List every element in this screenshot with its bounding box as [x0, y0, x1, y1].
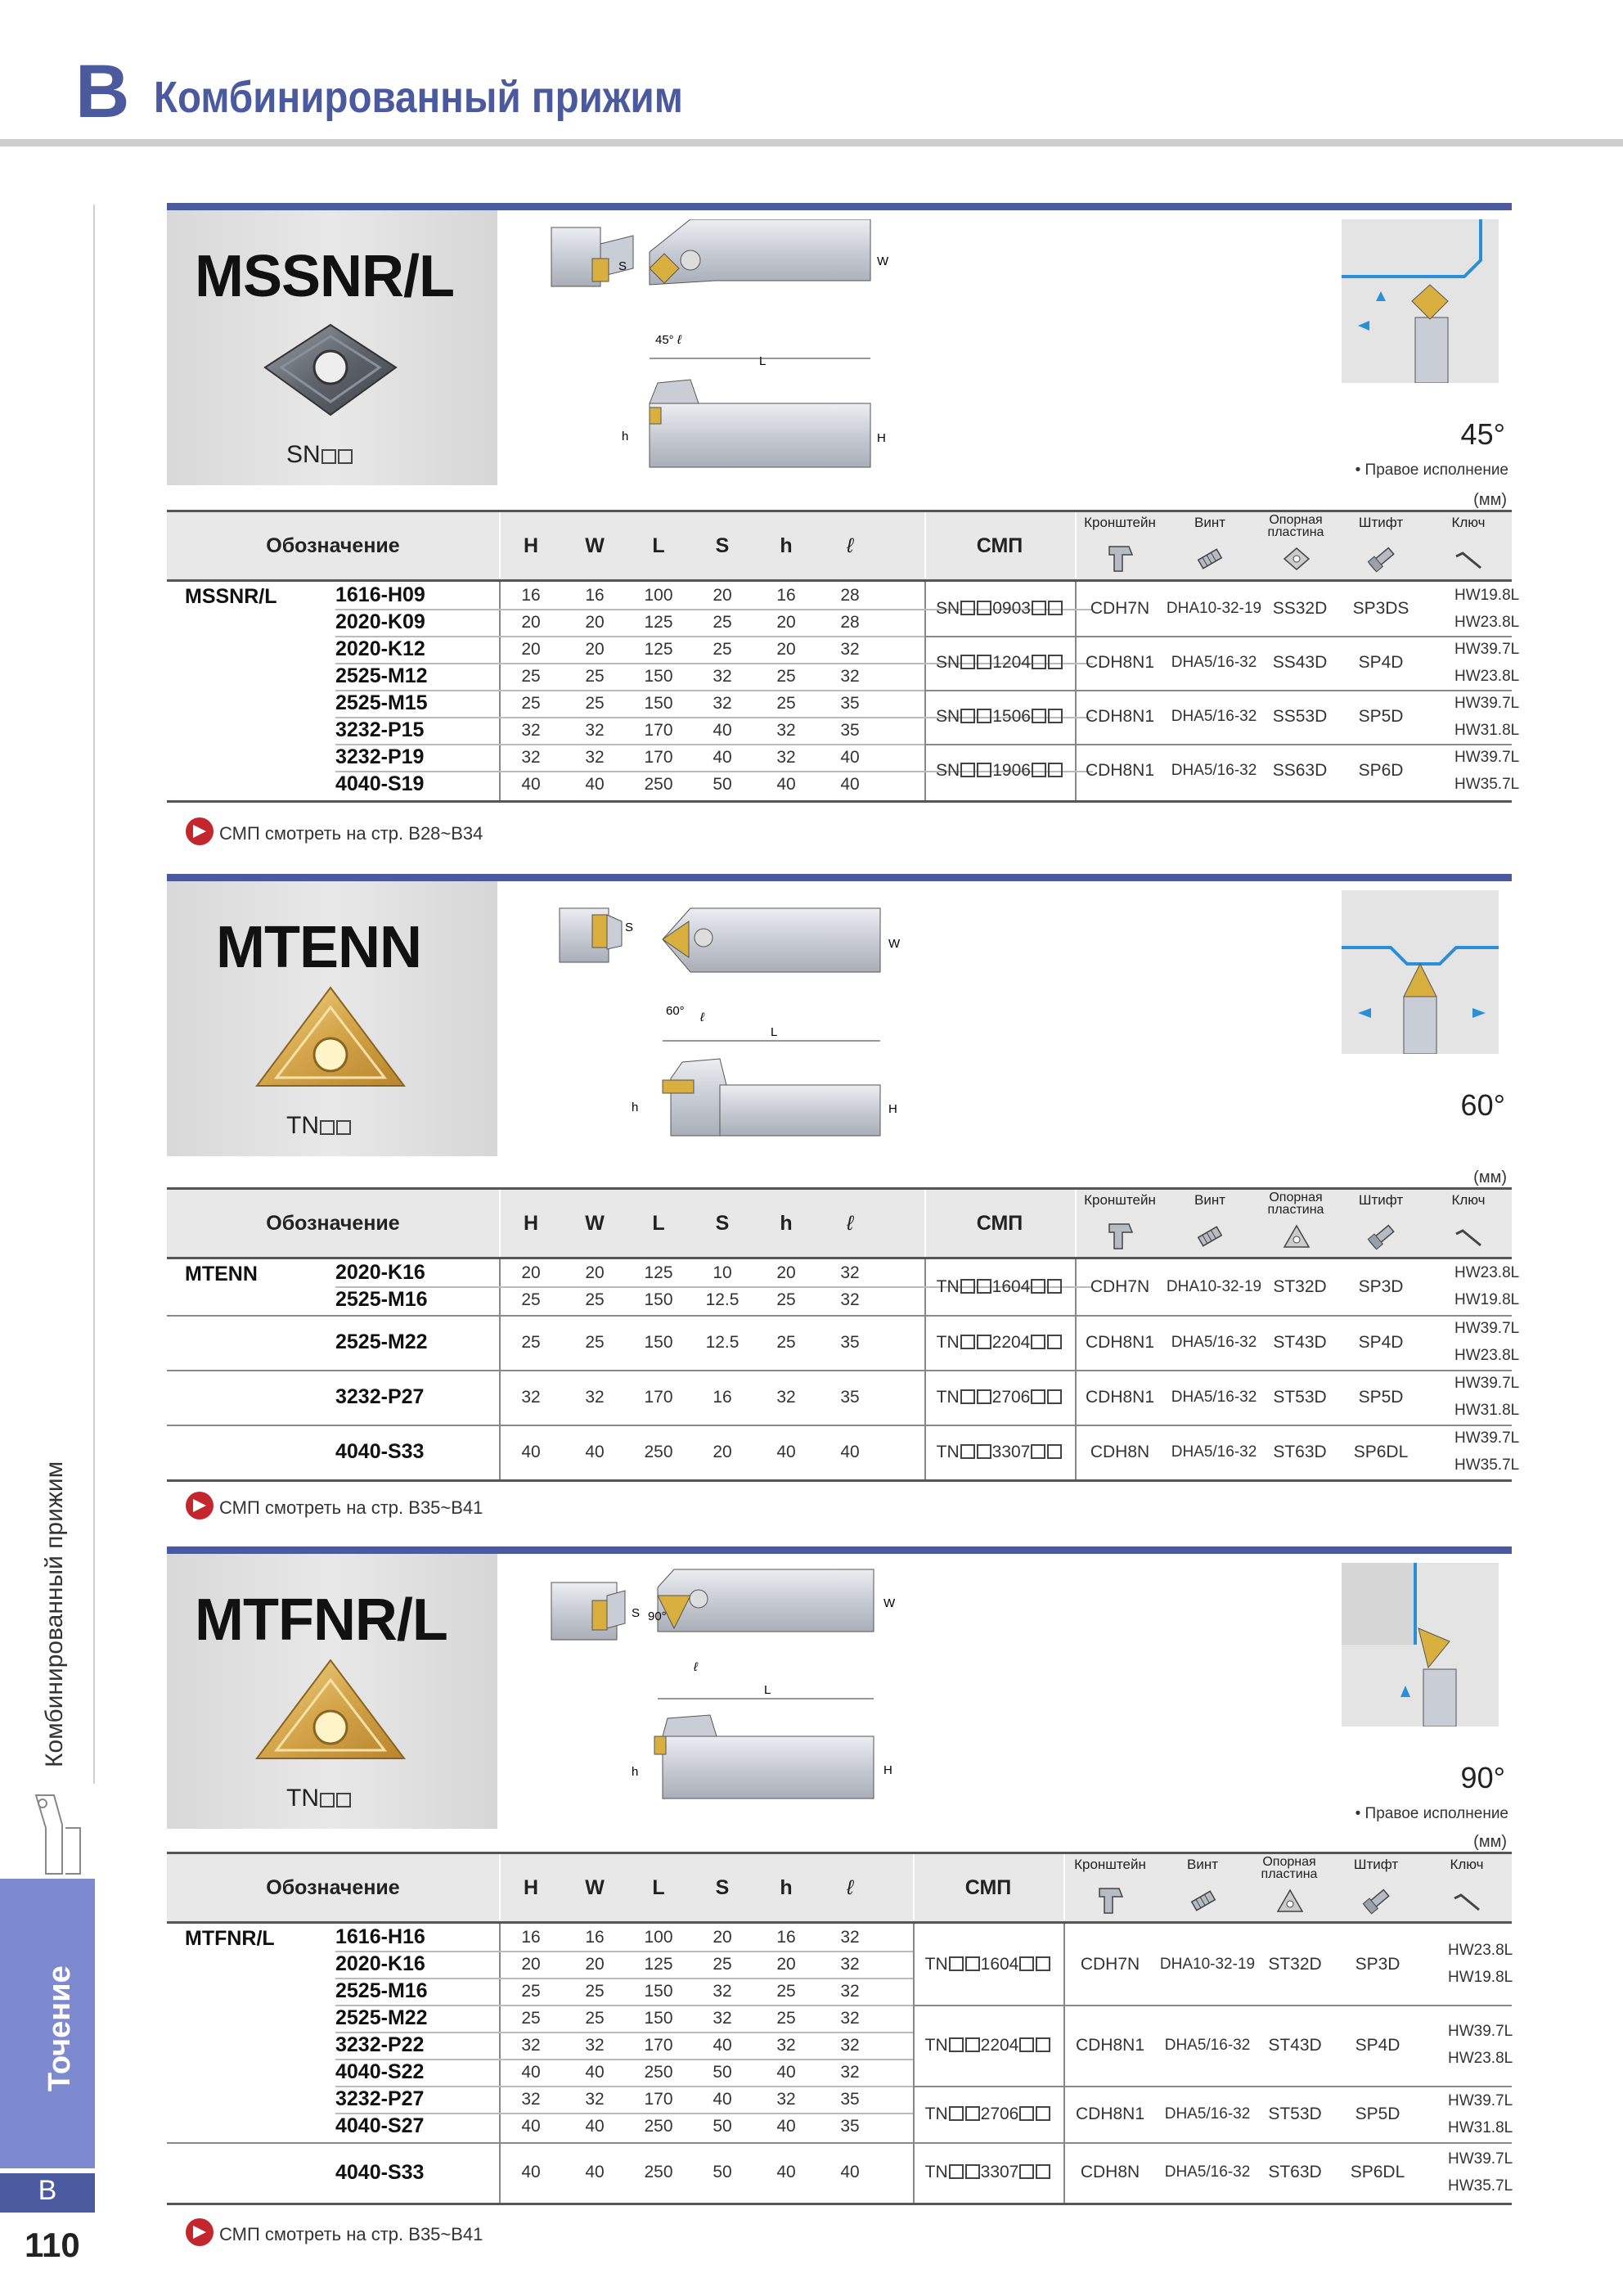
application-diagram: [1342, 890, 1499, 1054]
turning-tool-icon: [29, 1792, 83, 1877]
accessory-group: SN 1906 CDH8N1 DHA5/16-32 SS63D SP6D HW39.7L HW35.7L: [936, 749, 1520, 793]
unit-label: (мм): [1473, 1833, 1507, 1851]
col-H: H: [523, 1212, 539, 1235]
pin-icon: [1366, 1221, 1397, 1252]
section-tab-label: Точение: [43, 1965, 77, 2091]
reference-text: СМП смотреть на стр. B35~B41: [219, 1497, 483, 1518]
col-H: H: [523, 1876, 539, 1899]
reference-icon: [183, 1489, 216, 1522]
label-s: S: [632, 1606, 641, 1620]
col-pin: Штифт: [1353, 1857, 1399, 1872]
table-row: 2020-K16 20 20 125 10 20 32: [335, 1261, 860, 1284]
col-l: ℓ: [846, 1212, 854, 1235]
col-key: Ключ: [1451, 515, 1486, 530]
table-row: 4040-S33 40 40 250 50 40 40: [335, 2161, 860, 2184]
accessory-group: TN 2706 CDH8N1 DHA5/16-32 ST53D SP5D HW39.7L HW31.8L: [936, 1375, 1520, 1419]
label-60: 60°: [666, 1004, 685, 1018]
tool-drawing: [527, 219, 1247, 481]
col-shim-holder: Кронштейн: [1084, 1192, 1156, 1208]
shim-icon: [1281, 543, 1312, 574]
col-pin: Штифт: [1358, 1192, 1404, 1208]
table-row: 4040-S33 40 40 250 20 40 40: [335, 1440, 860, 1463]
reference-icon: [183, 2216, 216, 2249]
label-l: L: [771, 1025, 778, 1039]
col-shim-holder: Кронштейн: [1084, 515, 1156, 530]
clamp-icon: [1104, 543, 1135, 574]
table-row: 2525-M15 25 25 150 32 25 35: [335, 691, 860, 714]
accessory-group: TN 3307 CDH8N DHA5/16-32 ST63D SP6DL HW39.7L HW35.7L: [936, 1429, 1520, 1474]
product-title: MSSNR/L: [195, 244, 454, 309]
label-l: L: [759, 354, 767, 368]
accessory-group: SN 0903 CDH7N DHA10-32-19 SS32D SP3DS HW19.8L HW23.8L: [936, 587, 1520, 631]
col-S: S: [715, 1876, 730, 1899]
reference-icon: [183, 815, 216, 848]
label-H: H: [877, 431, 886, 445]
label-h: h: [632, 1765, 639, 1779]
col-key: Ключ: [1451, 1192, 1486, 1208]
col-designation: Обозначение: [266, 1876, 400, 1899]
key-icon: [1453, 1221, 1484, 1252]
label-H: H: [883, 1763, 892, 1777]
section-bar: [167, 1546, 1512, 1554]
application-diagram: [1342, 219, 1499, 383]
table-header: [167, 1187, 1512, 1259]
reference-text: СМП смотреть на стр. B35~B41: [219, 2224, 483, 2244]
col-W: W: [585, 1212, 605, 1235]
label-l-small: ℓ: [700, 1011, 704, 1024]
table-row: 2020-K09 20 20 125 25 20 28: [335, 610, 860, 633]
col-S: S: [715, 1212, 730, 1235]
series-name: MSSNR/L: [185, 585, 277, 608]
col-l: ℓ: [846, 1876, 854, 1899]
triangle-shim-icon: [1281, 1221, 1312, 1252]
unit-label: (мм): [1473, 491, 1507, 509]
screw-icon: [1188, 1885, 1219, 1916]
unit-label: (мм): [1473, 1168, 1507, 1186]
col-key: Ключ: [1450, 1857, 1484, 1872]
pin-icon: [1361, 1885, 1392, 1916]
table-row: 4040-S22 40 40 250 50 40 32: [335, 2060, 860, 2083]
table-row: 2020-K12 20 20 125 25 20 32: [335, 637, 860, 660]
col-screw: Винт: [1194, 1192, 1225, 1208]
page-title: Комбинированный прижим: [154, 73, 683, 122]
col-pin: Штифт: [1358, 515, 1404, 530]
table-row: 3232-P27 32 32 170 16 32 35: [335, 1385, 860, 1408]
accessory-group: SN 1204 CDH8N1 DHA5/16-32 SS43D SP4D HW39.7L HW23.8L: [936, 641, 1520, 685]
label-w: W: [877, 254, 889, 268]
section-bar: [167, 874, 1512, 881]
table-row: 3232-P27 32 32 170 40 32 35: [335, 2087, 860, 2110]
product-title: MTENN: [216, 915, 421, 980]
clamp-icon: [1104, 1221, 1135, 1252]
table-row: 2525-M12 25 25 150 32 25 32: [335, 664, 860, 687]
table-row: 1616-H09 16 16 100 20 16 28: [335, 583, 860, 606]
col-screw: Винт: [1186, 1857, 1218, 1872]
screw-icon: [1194, 1221, 1225, 1252]
table-row: 3232-P22 32 32 170 40 32 32: [335, 2033, 860, 2056]
col-h: h: [780, 1212, 793, 1235]
screw-icon: [1194, 543, 1225, 574]
col-h: h: [780, 1876, 793, 1899]
table-row: 3232-P19 32 32 170 40 32 40: [335, 745, 860, 768]
triangle-insert-image: [249, 1652, 412, 1775]
table-header: [167, 1852, 1512, 1924]
insert-code: SN: [286, 441, 353, 469]
triangle-insert-image: [249, 979, 412, 1102]
accessory-group: TN 2706 CDH8N1 DHA5/16-32 ST53D SP5D HW39.7L HW31.8L: [924, 2092, 1513, 2136]
col-l: ℓ: [846, 534, 854, 557]
col-shim: Опорная пластина: [1267, 513, 1324, 539]
label-w: W: [883, 1596, 896, 1610]
label-90: 90°: [648, 1609, 667, 1623]
hand-note: • Правое исполнение: [1355, 1805, 1508, 1822]
table-row: 2525-M16 25 25 150 32 25 32: [335, 1979, 860, 2002]
col-L: L: [652, 1876, 665, 1899]
section-mtfnr: [167, 1546, 1512, 2267]
col-shim: Опорная пластина: [1261, 1855, 1318, 1881]
tool-drawing: [527, 1563, 1247, 1825]
product-panel: [167, 210, 497, 485]
spec-table: [167, 582, 1520, 803]
spec-table: [167, 1259, 1520, 1482]
accessory-group: TN 1604 CDH7N DHA10-32-19 ST32D SP3D HW23.8L HW19.8L: [924, 1942, 1513, 1986]
label-s: S: [625, 921, 634, 934]
insert-code: TN: [286, 1112, 352, 1140]
key-icon: [1453, 543, 1484, 574]
label-h: h: [622, 430, 629, 443]
lead-angle: 45°: [1460, 417, 1505, 451]
col-h: h: [780, 534, 793, 557]
product-panel: [167, 1554, 497, 1829]
col-insert: СМП: [976, 1212, 1023, 1235]
table-row: 3232-P15 32 32 170 40 32 35: [335, 718, 860, 741]
label-H: H: [888, 1102, 897, 1116]
clamp-icon: [1095, 1885, 1126, 1916]
spec-table: [167, 1924, 1512, 2205]
application-diagram: [1342, 1563, 1499, 1727]
label-s: S: [618, 259, 627, 273]
col-S: S: [715, 534, 730, 557]
table-row: 2020-K16 20 20 125 25 20 32: [335, 1952, 860, 1975]
section-letter: B: [75, 50, 130, 133]
table-header: [167, 510, 1512, 582]
col-W: W: [585, 534, 605, 557]
label-w: W: [888, 937, 901, 951]
col-designation: Обозначение: [266, 534, 400, 557]
col-shim-holder: Кронштейн: [1074, 1857, 1146, 1872]
section-mssnr: [167, 203, 1520, 849]
table-row: 2525-M22 25 25 150 12.5 25 35: [335, 1330, 860, 1353]
series-name: MTENN: [185, 1263, 258, 1285]
lead-angle: 60°: [1460, 1088, 1505, 1122]
accessory-group: SN 1506 CDH8N1 DHA5/16-32 SS53D SP5D HW39.7L HW31.8L: [936, 695, 1520, 739]
hand-note: • Правое исполнение: [1355, 461, 1508, 479]
table-row: 2525-M22 25 25 150 32 25 32: [335, 2006, 860, 2029]
table-row: 4040-S19 40 40 250 50 40 40: [335, 772, 860, 795]
col-shim: Опорная пластина: [1267, 1191, 1324, 1217]
key-icon: [1451, 1885, 1482, 1916]
product-panel: [167, 881, 497, 1156]
tool-drawing: [527, 890, 1247, 1152]
label-45: 45°: [655, 333, 674, 347]
side-vertical-label: Комбинированный прижим: [41, 1461, 68, 1767]
insert-code: TN: [286, 1785, 352, 1812]
label-l: L: [764, 1683, 771, 1697]
accessory-group: TN 1604 CDH7N DHA10-32-19 ST32D SP3D HW23.8L HW19.8L: [936, 1264, 1520, 1308]
col-W: W: [585, 1876, 605, 1899]
table-row: 2525-M16 25 25 150 12.5 25 32: [335, 1288, 860, 1311]
table-row: 1616-H16 16 16 100 20 16 32: [335, 1925, 860, 1948]
page-number: 110: [25, 2226, 80, 2264]
accessory-group: TN 2204 CDH8N1 DHA5/16-32 ST43D SP4D HW39.7L HW23.8L: [924, 2023, 1513, 2067]
col-screw: Винт: [1194, 515, 1225, 530]
reference-text: СМП смотреть на стр. B28~B34: [219, 823, 483, 844]
accessory-group: TN 2204 CDH8N1 DHA5/16-32 ST43D SP4D HW39.7L HW23.8L: [936, 1320, 1520, 1364]
col-designation: Обозначение: [266, 1212, 400, 1235]
label-h: h: [632, 1101, 639, 1114]
col-insert: СМП: [976, 534, 1023, 557]
tab-letter: B: [38, 2175, 57, 2206]
section-bar: [167, 203, 1512, 210]
col-insert: СМП: [964, 1876, 1012, 1899]
triangle-shim-icon: [1275, 1885, 1306, 1916]
col-L: L: [652, 1212, 665, 1235]
lead-angle: 90°: [1460, 1761, 1505, 1794]
series-name: MTFNR/L: [185, 1927, 275, 1950]
accessory-group: TN 3307 CDH8N DHA5/16-32 ST63D SP6DL HW39.7L HW35.7L: [924, 2150, 1513, 2195]
col-L: L: [652, 534, 665, 557]
section-mtenn: [167, 874, 1520, 1528]
product-title: MTFNR/L: [195, 1587, 447, 1653]
label-l-small: ℓ: [694, 1660, 698, 1674]
pin-icon: [1366, 543, 1397, 574]
header-rule: [0, 139, 1623, 146]
col-H: H: [523, 534, 539, 557]
label-l-small: ℓ: [677, 333, 681, 347]
square-insert-image: [249, 308, 412, 431]
table-row: 4040-S27 40 40 250 50 40 35: [335, 2114, 860, 2137]
